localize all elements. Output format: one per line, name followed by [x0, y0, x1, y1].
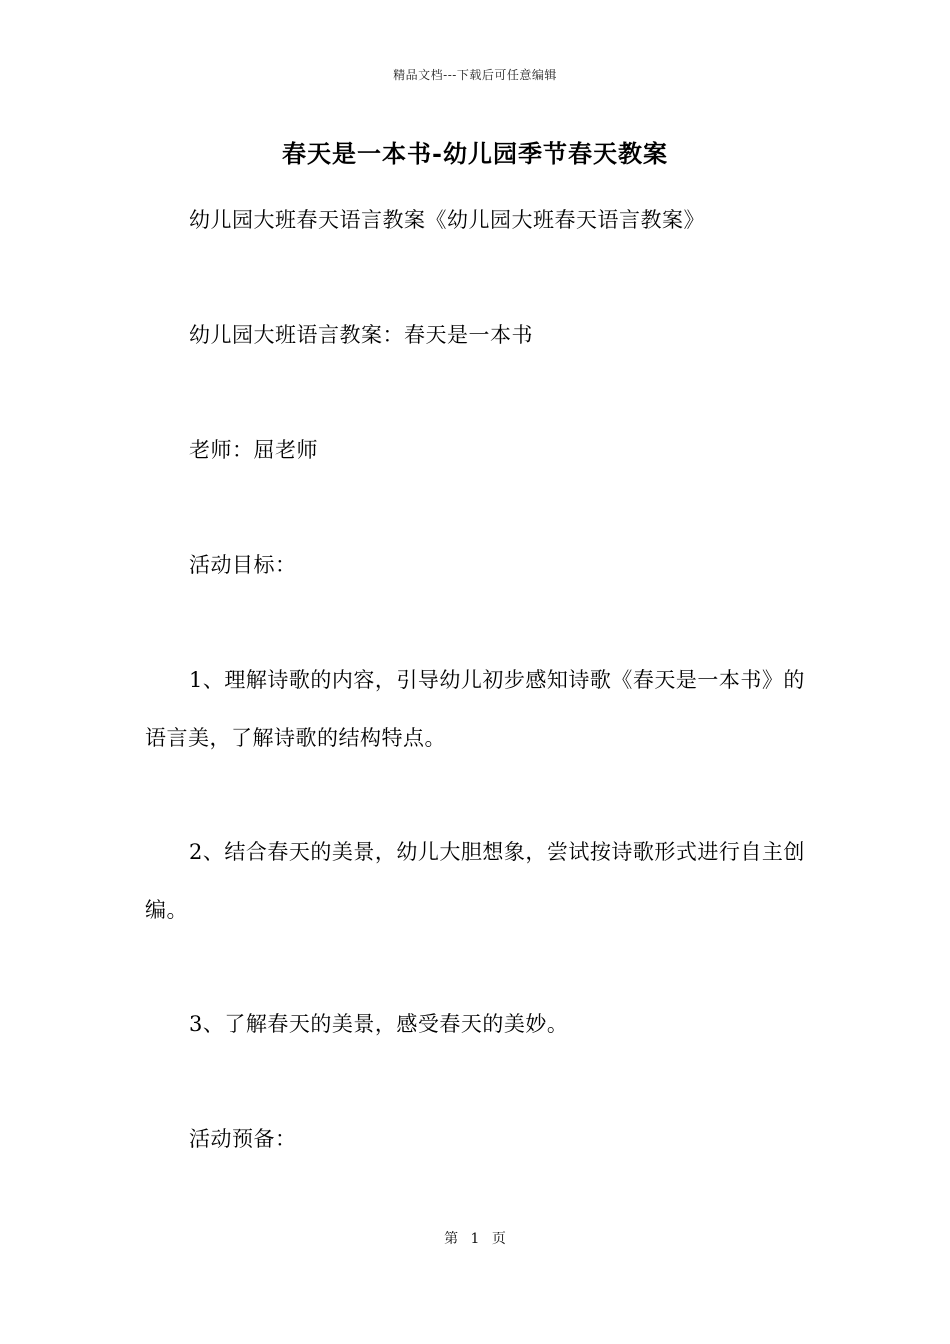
- paragraph-goal-3: 3、了解春天的美景，感受春天的美妙。: [189, 1012, 569, 1036]
- paragraph-preparation-heading: 活动预备：: [189, 1127, 297, 1151]
- page-number: 1: [470, 1231, 480, 1247]
- paragraph-goal-1: 1、理解诗歌的内容，引导幼儿初步感知诗歌《春天是一本书》的语言美，了解诗歌的结构特点。: [145, 668, 805, 750]
- paragraph-teacher: 老师：屈老师: [189, 438, 318, 462]
- paragraph-intro: 幼儿园大班春天语言教案《幼儿园大班春天语言教案》: [189, 208, 705, 232]
- page-suffix: 页: [491, 1231, 506, 1247]
- page-number-footer: [0, 1228, 950, 1248]
- document-title: 春天是一本书-幼儿园季节春天教案: [282, 139, 668, 168]
- page-prefix: 第: [444, 1231, 459, 1247]
- paragraph-lesson-title: 幼儿园大班语言教案：春天是一本书: [189, 323, 533, 347]
- paragraph-goals-heading: 活动目标：: [189, 553, 297, 577]
- paragraph-goal-2: 2、结合春天的美景，幼儿大胆想象，尝试按诗歌形式进行自主创编。: [145, 840, 805, 922]
- header-note: 精品文档---下载后可任意编辑: [393, 68, 557, 82]
